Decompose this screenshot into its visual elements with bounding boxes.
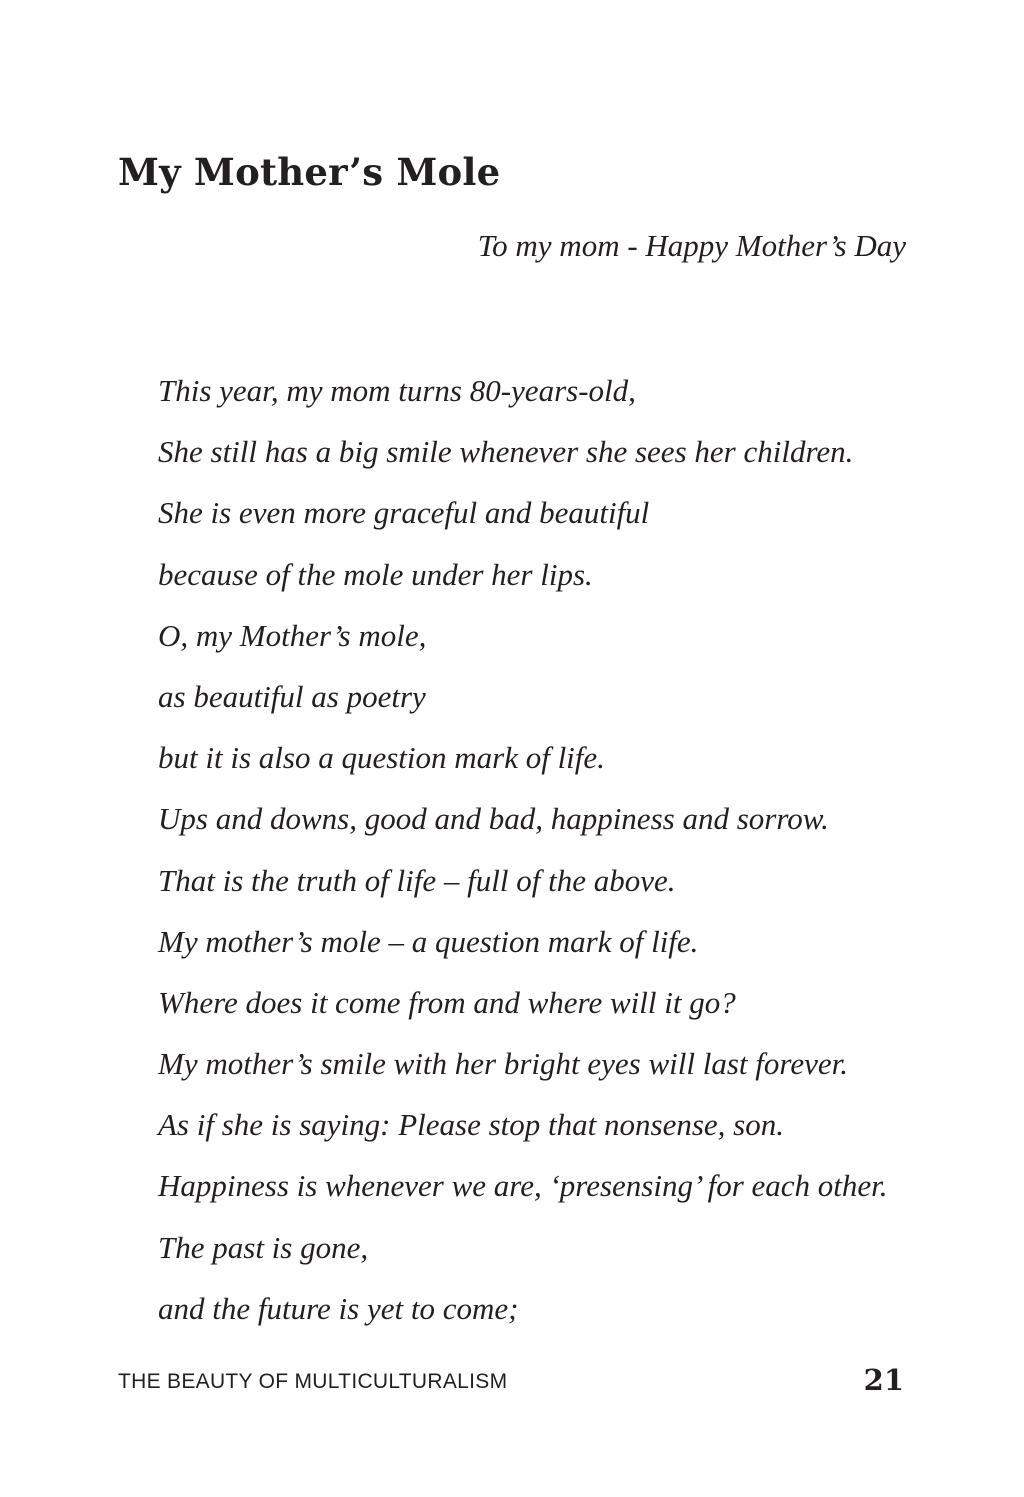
poem-line: as beautiful as poetry bbox=[158, 678, 426, 714]
poem-line: Where does it come from and where will it go? bbox=[158, 984, 736, 1020]
poem-line: Happiness is whenever we are, ‘presensing’ for each other. bbox=[158, 1168, 888, 1204]
poem-line: My mother’s smile with her bright eyes will last forever. bbox=[158, 1046, 848, 1082]
poem-line: That is the truth of life – full of the above. bbox=[158, 862, 676, 898]
poem-title: My Mother’s Mole bbox=[118, 150, 501, 194]
poem-line: This year, my mom turns 80-years-old, bbox=[158, 373, 636, 408]
poem-line: She is even more graceful and beautiful bbox=[158, 495, 650, 531]
page-number: 21 bbox=[863, 1363, 904, 1397]
poem-line: O, my Mother’s mole, bbox=[158, 617, 427, 653]
poem-line: She still has a big smile whenever she sees her children. bbox=[158, 434, 854, 470]
poem-line: and the future is yet to come; bbox=[158, 1290, 519, 1326]
poem-line: The past is gone, bbox=[158, 1229, 369, 1265]
poem-dedication: To my mom - Happy Mother’s Day bbox=[477, 228, 906, 263]
poem-line: As if she is saying: Please stop that nonsense, son. bbox=[158, 1107, 784, 1143]
poem-line: My mother’s mole – a question mark of life. bbox=[158, 923, 699, 959]
poem-body bbox=[158, 366, 888, 1345]
poem-line: but it is also a question mark of life. bbox=[158, 740, 605, 776]
poem-line: Ups and downs, good and bad, happiness and sorrow. bbox=[158, 801, 829, 837]
poem-line: because of the mole under her lips. bbox=[158, 556, 593, 592]
running-footer-book-title: THE BEAUTY OF MULTICULTURALISM bbox=[118, 1370, 508, 1393]
